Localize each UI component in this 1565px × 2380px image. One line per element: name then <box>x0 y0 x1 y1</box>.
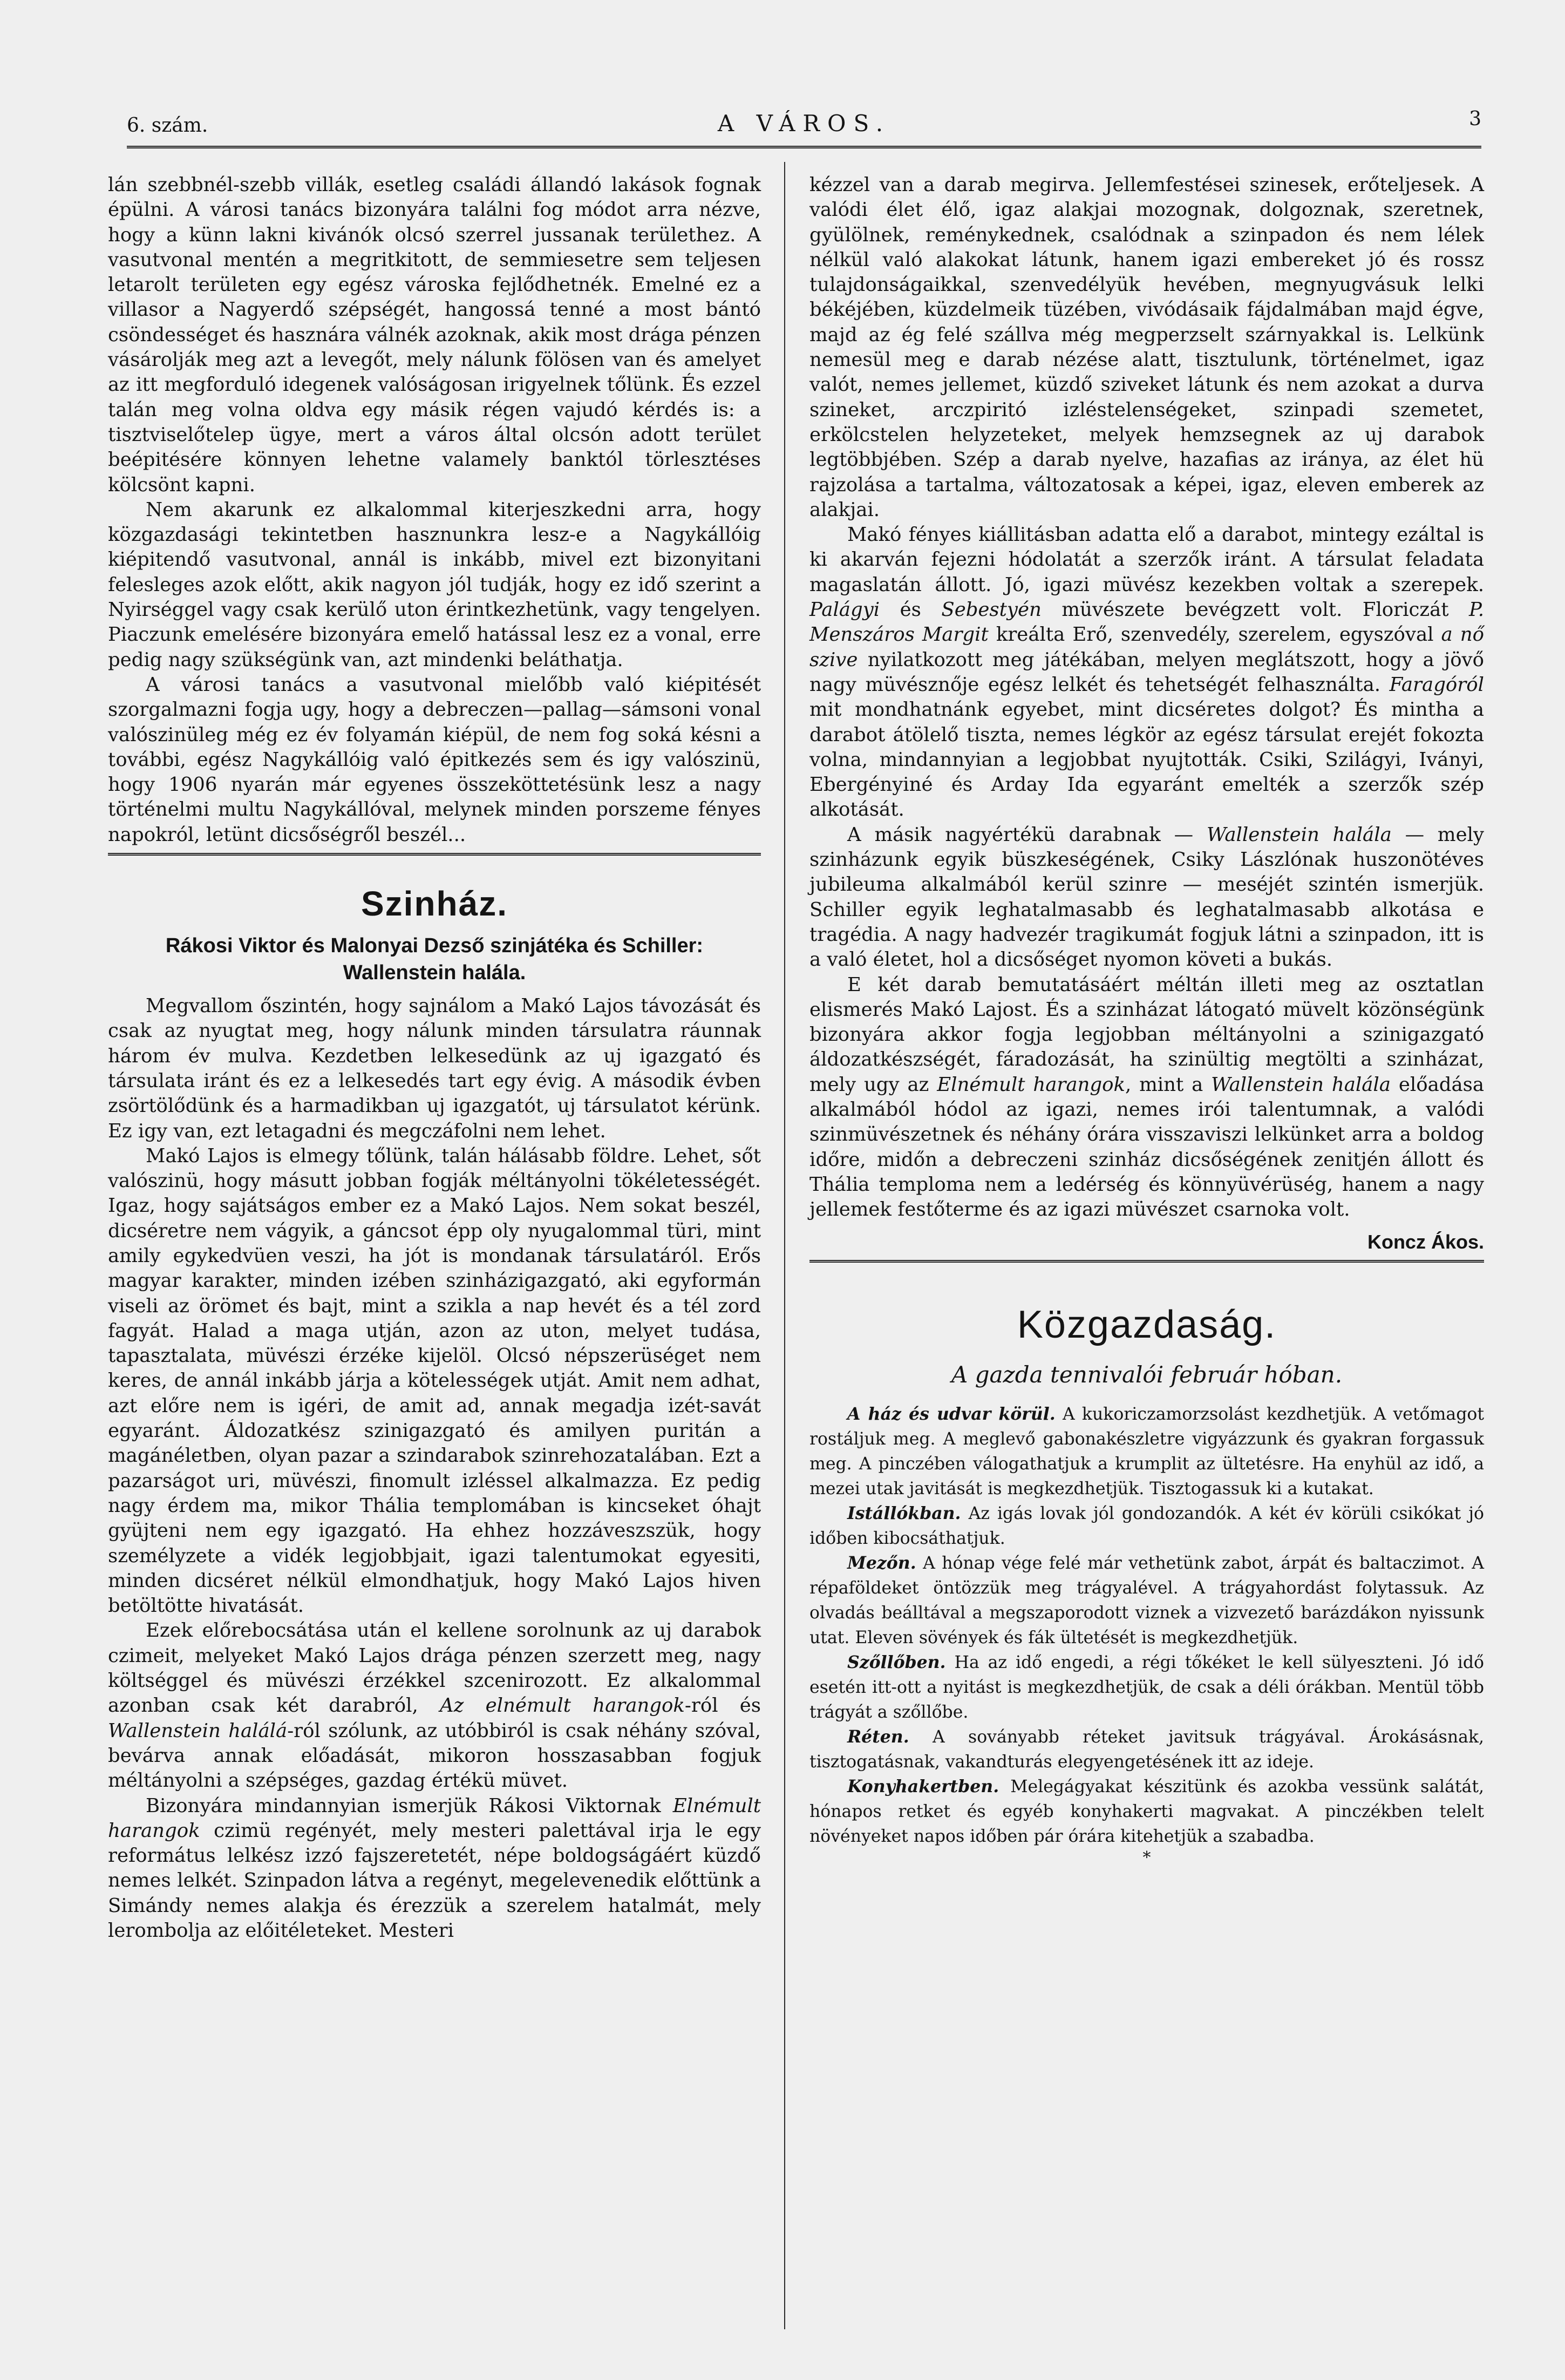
task-meadow: Réten. A soványabb réteket javitsuk trágyával. Árokásásnak, tisztogatásnak, vakandturás elegyengetésének itt az ideje. <box>809 1727 1484 1772</box>
title-elnemult-harangok: Az elnémult harangok <box>440 1694 685 1717</box>
railway-paragraph-2: Nem akarunk ez alkalommal kiterjeszkedni arra, hogy közgazdasági tekintetben hasznunkra lesz-e a Nagykállóig kiépitendő vasutvonal, annál is inkább, mivel ezt bizonyitani felesleges azok előtt, akik nagyon jól tudják, hogy ez idő szerint a Nyirséggel vagy csak kerülő uton érintkezhetünk, vagy tengelyen. Piaczunk emelésére bizonyára emelő hatással lesz ez a vonal, erre pedig nagy szükségünk van, azt mindenki beláthatja. <box>108 498 761 671</box>
end-asterisk: * <box>1142 1848 1151 1868</box>
page-number: 3 <box>1469 108 1481 130</box>
task-vineyard: Szőllőben. Ha az idő engedi, a régi tőkéket le kell sülyeszteni. Jó idő esetén itt-ott a nyitást is megkezdhetjük, de csak a déli órákban. Mentül több trágyát a szőllőbe. <box>809 1652 1484 1723</box>
author-signature: Koncz Ákos. <box>1367 1231 1484 1253</box>
theatre-paragraph-7: A másik nagyértékü darabnak — Wallenstein halála — mely szinházunk egyik büszkeségének, Csiky Lászlónak huszonötéves jubileuma alkalmából kerül szinre — meséjét szintén ismerjük. Schiller egyik leghatalmasabb és leghatalmasabb alkotása e tragédia. A nagy hadvezér tragikumát fogjuk látni a szinpadon, itt is a való életet, hol a dicsőséget nyomon követi a bukás. <box>809 823 1484 971</box>
theatre-section-title: Szinház. <box>360 884 508 924</box>
theatre-paragraph-2: Makó Lajos is elmegy tőlünk, talán hálásabb földre. Lehet, sőt valószinü, hogy másutt jobban fogják méltányolni tökéletességét. Igaz, hogy sajátságos ember ez a Makó Lajos. Nem sokat beszél, dicséretre nem vágyik, a gáncsot épp oly nyugalommal türi, mint amily egykedvüen veszi, ha jót is mondanak társulatáról. Erős magyar karakter, minden izében szinházigazgató, aki egyformán viseli az örömet és bajt, mint a szikla a nap hevét és a tél zord fagyát. Halad a maga utján, azon az uton, melyet tudása, tapasztalata, müvészi érzéke kijelöl. Olcsó népszerüséget nem keres, de annál inkább járja a kötelességek utját. Amit nem adhat, azt előre nem is igéri, de amit ad, annak megadja izét-savát egyaránt. Áldozatkész szinigazgató és amilyen puritán a magánéletben, olyan pazar a szindarabok szinrehozatalában. Ezt a pazarságot uri, müvészi, finomult izléssel alkalmazza. Ez pedig nagy érdem ma, mikor Thália templomában is kincseket óhajt gyüjteni nem egy igazgató. Ha ehhez hozzáveszszük, hogy személyzete a vidék legjobbjait, igazi talentumokat egyesiti, minden dicséret nélkül elmondhatjuk, hogy Makó Lajos hiven betöltötte hivatását. <box>108 1144 761 1617</box>
task-house-yard: A ház és udvar körül. A kukoriczamorzsolást kezdhetjük. A vetőmagot rostáljuk meg. A meglevő gabonakészletre vigyázzunk és gyakran forgassuk meg. A pinczében válogathatjuk a krumplit az ültetésre. Ha enyhül az idő, a mezei utak javitását is megkezdhetjük. Tisztogassuk ki a kutakat. <box>809 1404 1484 1499</box>
page-header <box>127 108 1481 151</box>
railway-paragraph-3: A városi tanács a vasutvonal mielőbb való kiépitését szorgalmazni fogja ugy, hogy a debreczen—pallag—sámsoni vonal valószinüleg még ez év folyamán kiépül, de nem fog soká késni a további, egész Nagykállóig való épitkezés sem és igy valószinü, hogy 1906 nyarán már egyenes összeköttetésünk lesz a nagy történelmi multu Nagykállóval, melynek minden porszeme fényes napokról, letünt dicsőségről beszél... <box>108 673 761 846</box>
economy-section-title: Közgazdaság. <box>1017 1303 1277 1347</box>
column-divider <box>784 162 785 2329</box>
theatre-paragraph-1: Megvallom őszintén, hogy sajnálom a Makó Lajos távozását és csak az nyugtat meg, hogy nálunk minden társulatra ráunnak három év mulva. Kezdetben lelkesedünk az uj igazgató és társulata iránt és ez a lelkesedés tart egy évig. A második évben zsörtölődünk és a harmadikban uj igazgatót, uj társulatot kérünk. Ez igy van, ezt letagadni és megczáfolni nem lehet. <box>108 995 761 1142</box>
economy-section-subtitle: A gazda tennivalói február hóban. <box>951 1361 1343 1388</box>
task-field: Mezőn. A hónap vége felé már vethetünk zabot, árpát és baltaczimot. A répaföldeket öntözzük meg trágyalével. A trágyahordást folytassuk. Az olvadás beálltával a megszaporodott viznek a vizvezető barázdákon nyissunk utat. Eleven sövények és fák ültetését is megkezdhetjük. <box>809 1553 1484 1648</box>
task-stables: Istállókban. Az igás lovak jól gondozandók. A két év körüli csikókat jó időben kibocsáthatjuk. <box>809 1503 1484 1549</box>
header-rule <box>127 146 1481 148</box>
railway-paragraph-1: lán szebbnél-szebb villák, esetleg családi állandó lakások fognak épülni. A városi tanács bizonyára találni fog módot arra nézve, hogy a künn lakni kivánók olcsó szerrel jussanak területhez. A vasutvonal mentén a megritkitott, de semmiesetre sem teljesen letarolt területen egy egész városka fejlődhetnék. Emelné ez a villasor a Nagyerdő szépségét, hangossá tenné a most bántó csöndességet és hasznára válnék azoknak, akik most drága pénzen vásárolják meg azt a levegőt, mely nálunk fölösen van és amelyet az itt megforduló idegenek valóságosan irigyelnek tőlünk. És ezzel talán meg volna oldva egy másik régen vajudó kérdés is: a tisztviselőtelep ügye, mert a város által olcsón adott terület beépitésére könnyen lehetne valamely banktól törlesztéses kölcsönt kapni. <box>108 174 761 496</box>
newspaper-title: A VÁROS. <box>717 110 891 137</box>
theatre-section-subtitle: Rákosi Viktor és Malonyai Dezső szinjátéka és Schiller: Wallenstein halála. <box>165 934 704 985</box>
farming-tasks <box>809 1402 1484 1866</box>
title-wallenstein: Wallenstein halálá <box>108 1719 288 1742</box>
section-rule <box>809 1260 1484 1263</box>
theatre-paragraph-8: E két darab bemutatásáért méltán illeti meg az osztatlan elismerés Makó Lajost. És a szinházat látogató müvelt közönségünk bizonyára akkor fogja legjobban méltányolni a szinigazgató áldozatkészségét, fáradozását, ha szinültig megtölti a szinházat, mely ugy az Elnémult harangok, mint a Wallenstein halála előadása alkalmából hódol az igazi, nemes irói talentumnak, a valódi szinmüvészetnek és néhány órára visszaviszi lelkünket arra a boldog időre, midőn a debreczeni szinház dicsőségének zenitjén állott és Thália temploma nem a ledérség és könnyüvérüség, hanem a nagy jellemek festőterme és az igazi müvészet csarnoka volt. <box>809 973 1485 1221</box>
issue-number: 6. szám. <box>127 114 208 137</box>
theatre-paragraph-3: Ezek előrebocsátása után el kellene sorolnunk az uj darabok czimeit, melyeket Makó Lajos drága pénzen szerzett meg, nagy költséggel és müvészi érzékkel szcenirozott. Ez alkalommal azonban csak két darabról, Az elnémult harangok-ról és Wallenstein halálá-ról szólunk, az utóbbiról is csak néhány szóval, bevárva annak előadását, mikoron hosszasabban fogjuk méltányolni a szépséges, gazdag értékü müvet. <box>108 1619 761 1792</box>
task-kitchen-garden: Konyhakertben. Melegágyakat készitünk és azokba vessünk salátát, hónapos retket és egyéb konyhakerti magvakat. A pinczékben telelt növényeket napos időben pár órára kitehetjük a szabadba. <box>809 1776 1484 1847</box>
theatre-paragraph-5: kézzel van a darab megirva. Jellemfestései szinesek, erőteljesek. A valódi élet élő, igaz alakjai mozognak, dolgoznak, szeretnek, gyülölnek, reménykednek, csalódnak a szinpadon és nem lélek nélkül való alakokat látunk, hanem igazi embereket jó és rossz tulajdonságaikkal, szenvedélyük hevében, megnyugvásuk lelki békéjében, küzdelmeik tüzében, vivódásaik fájdalmában majd égve, majd az ég felé szállva még megperzselt szárnyakkal is. Lelkünk nemesül meg e darab nézése alatt, tisztulunk, történelmet, igaz valót, nemes jellemet, küzdő sziveket látunk és nem azokat a durva szineket, arczpiritó izléstelenségeket, szinpadi szemetet, erkölcstelen helyzeteket, melyek hemzsegnek az uj darabok legtöbbjében. Szép a darab nyelve, hazafias az iránya, az élet hü rajzolása a tartalma, változatosak a képei, igaz, eleven emberek az alakjai. <box>809 174 1484 521</box>
theatre-paragraph-6: Makó fényes kiállitásban adatta elő a darabot, mintegy ezáltal is ki akarván fejezni hódolatát a szerzők iránt. A társulat feladata magaslatán állott. Jó, igazi müvész kezekben voltak a szerepek. Palágyi és Sebestyén müvészete bevégzett volt. Floriczát P. Menszáros Margit kreálta Erő, szenvedély, szerelem, egyszóval a nő szive nyilatkozott meg játékában, melyen meglátszott, hogy a jövő nagy müvésznője egész lelkét és tehetségét felhasználta. Faragóról mit mondhatnánk egyebet, mint dicséretes dolgot? És mintha a darabot átölelő tiszta, nemes légkör az egész társulat erejét fokozta volna, mindannyian a legjobbat nyujtották. Csiki, Szilágyi, Iványi, Ebergényiné és Arday Ida egyaránt emelték a szerzők szép alkotását. <box>809 524 1485 821</box>
right-column <box>809 173 1484 1866</box>
title-elnemult-harangok: Elnémult harangok <box>108 1794 761 1842</box>
left-column <box>108 173 761 1943</box>
section-rule <box>108 853 761 856</box>
theatre-paragraph-4: Bizonyára mindannyian ismerjük Rákosi Viktornak Elnémult harangok czimü regényét, mely mesteri palettával irja le egy református lelkész izzó fajszeretetét, népe boldogságáért küzdő nemes lelkét. Szinpadon látva a regényt, megelevenedik előttünk a Simándy nemes alakja és érezzük a szerelem hatalmát, mely lerombolja az előitéleteket. Mesteri <box>108 1794 761 1942</box>
